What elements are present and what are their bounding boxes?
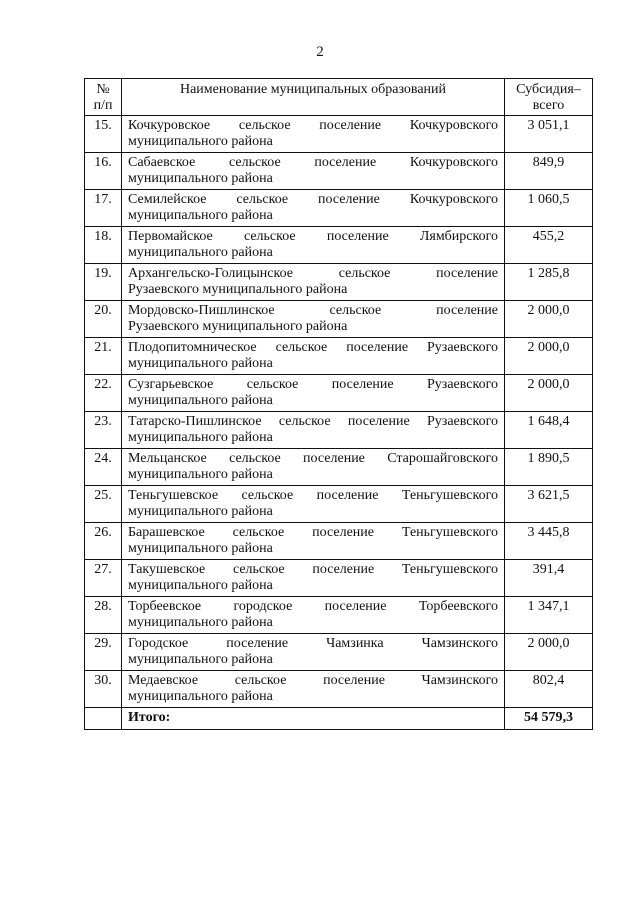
municipality-name-line2: муниципального района [128,356,273,371]
municipality-name-line1: Торбеевское городское поселение Торбеевского [128,599,498,614]
row-number: 30. [85,671,122,708]
municipality-name [122,560,505,597]
header-number [85,79,122,116]
table-header-row [85,79,593,116]
municipality-name [122,227,505,264]
municipality-name-line1: Барашевское сельское поселение Теньгушевского [128,525,498,540]
municipality-name-line2: муниципального района [128,504,273,519]
table-row [85,153,593,190]
municipality-name-line1: Теньгушевское сельское поселение Теньгушевского [128,488,498,503]
subsidy-amount: 3 051,1 [505,116,593,153]
table-row [85,634,593,671]
municipality-name-line1: Сузгарьевское сельское поселение Рузаевского [128,377,498,392]
table-row [85,486,593,523]
row-number: 20. [85,301,122,338]
municipality-name-line2: муниципального района [128,652,273,667]
municipality-name-line2: муниципального района [128,467,273,482]
row-number: 26. [85,523,122,560]
row-number: 23. [85,412,122,449]
municipality-name [122,634,505,671]
municipality-name [122,597,505,634]
table-row [85,412,593,449]
table-row [85,227,593,264]
row-number: 27. [85,560,122,597]
header-number-line1: № [96,82,110,97]
subsidy-amount: 1 285,8 [505,264,593,301]
row-number: 24. [85,449,122,486]
row-number: 17. [85,190,122,227]
subsidy-amount: 2 000,0 [505,634,593,671]
municipality-name-line1: Татарско-Пишлинское сельское поселение Рузаевского [128,414,498,429]
municipality-name-line1: Кочкуровское сельское поселение Кочкуровского [128,118,498,133]
table-row [85,190,593,227]
municipality-name-line1: Сабаевское сельское поселение Кочкуровского [128,155,498,170]
table-row [85,671,593,708]
municipality-name [122,671,505,708]
table-row [85,264,593,301]
row-number: 19. [85,264,122,301]
subsidy-amount: 3 445,8 [505,523,593,560]
municipality-name [122,375,505,412]
subsidy-amount: 2 000,0 [505,301,593,338]
municipality-name [122,264,505,301]
header-subsidy [505,79,593,116]
municipality-name [122,338,505,375]
row-number: 28. [85,597,122,634]
row-number: 15. [85,116,122,153]
municipality-name-line2: муниципального района [128,689,273,704]
subsidy-amount: 1 648,4 [505,412,593,449]
municipality-name [122,412,505,449]
municipality-name-line2: Рузаевского муниципального района [128,282,348,297]
row-number: 25. [85,486,122,523]
header-number-line2: п/п [93,98,113,113]
municipality-name [122,190,505,227]
row-number: 29. [85,634,122,671]
municipality-name-line1: Мордовско-Пишлинское сельское поселение [128,303,498,318]
municipality-name-line2: муниципального района [128,208,273,223]
table-row [85,338,593,375]
municipality-name-line2: муниципального района [128,245,273,260]
table-row [85,301,593,338]
municipality-name-line2: муниципального района [128,615,273,630]
table-row [85,523,593,560]
header-name: Наименование муниципальных образований [122,79,505,116]
subsidy-amount: 3 621,5 [505,486,593,523]
municipality-name-line2: муниципального района [128,430,273,445]
table-row [85,597,593,634]
municipality-name-line2: Рузаевского муниципального района [128,319,348,334]
table-row [85,449,593,486]
total-row [85,708,593,730]
page-number: 2 [316,44,324,60]
subsidy-amount: 2 000,0 [505,338,593,375]
municipality-name-line1: Городское поселение Чамзинка Чамзинского [128,636,498,651]
table-row [85,560,593,597]
municipality-name-line2: муниципального района [128,393,273,408]
municipality-name [122,449,505,486]
municipality-name-line1: Семилейское сельское поселение Кочкуровского [128,192,498,207]
subsidy-amount: 391,4 [505,560,593,597]
subsidy-amount: 2 000,0 [505,375,593,412]
total-sum: 54 579,3 [505,708,593,730]
row-number: 21. [85,338,122,375]
municipality-name-line2: муниципального района [128,134,273,149]
subsidy-table [84,78,593,730]
municipality-name [122,523,505,560]
table-row [85,375,593,412]
subsidy-amount: 849,9 [505,153,593,190]
municipality-name-line1: Плодопитомническое сельское поселение Рузаевского [128,340,498,355]
total-label: Итого: [122,708,505,730]
row-number: 16. [85,153,122,190]
municipality-name-line2: муниципального района [128,578,273,593]
municipality-name-line1: Мельцанское сельское поселение Старошайговского [128,451,498,466]
municipality-name-line2: муниципального района [128,541,273,556]
subsidy-amount: 802,4 [505,671,593,708]
subsidy-amount: 1 060,5 [505,190,593,227]
subsidy-amount: 1 890,5 [505,449,593,486]
municipality-name [122,301,505,338]
row-number: 22. [85,375,122,412]
municipality-name-line1: Архангельско-Голицынское сельское поселение [128,266,498,281]
municipality-name-line1: Такушевское сельское поселение Теньгушевского [128,562,498,577]
municipality-name [122,486,505,523]
municipality-name-line2: муниципального района [128,171,273,186]
subsidy-amount: 455,2 [505,227,593,264]
subsidy-amount: 1 347,1 [505,597,593,634]
table-row [85,116,593,153]
municipality-name-line1: Медаевское сельское поселение Чамзинского [128,673,498,688]
municipality-name [122,153,505,190]
header-subsidy-line2: всего [532,98,565,113]
header-subsidy-line1: Субсидия– [516,82,581,97]
row-number: 18. [85,227,122,264]
municipality-name [122,116,505,153]
municipality-name-line1: Первомайское сельское поселение Лямбирского [128,229,498,244]
total-number-cell [85,708,122,730]
